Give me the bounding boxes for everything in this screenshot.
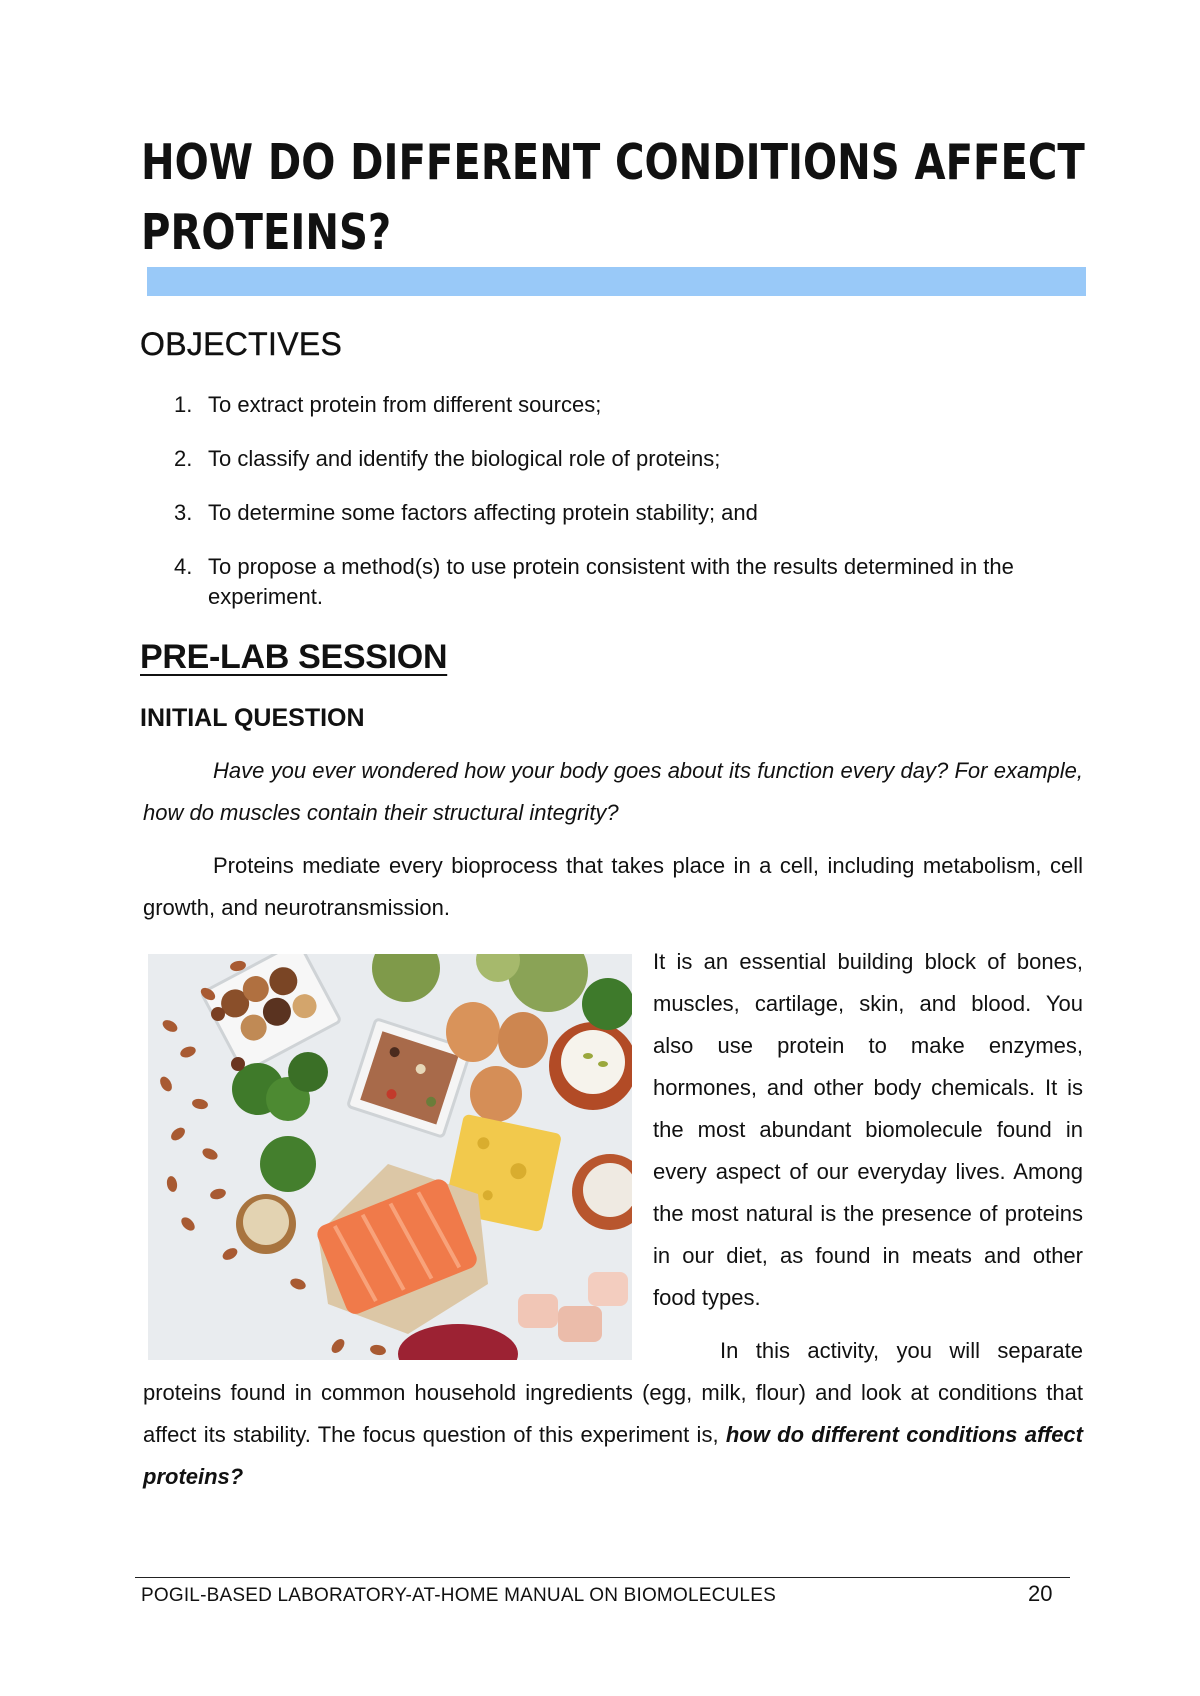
- footer-rule: [135, 1577, 1070, 1578]
- objective-number: 1.: [174, 392, 193, 417]
- protein-foods-photo: [148, 954, 632, 1360]
- activity-paragraph: [143, 1330, 1083, 1498]
- objective-number: 2.: [174, 446, 193, 471]
- objective-item: [140, 390, 1085, 420]
- prelab-heading: PRE-LAB SESSION: [140, 638, 448, 676]
- objective-item: [140, 498, 1085, 528]
- proteins-mediate-paragraph: [143, 845, 1083, 929]
- objective-text: To classify and identify the biological role of proteins;: [208, 446, 721, 471]
- focus-question-text: how do different conditions affect proteins?: [143, 1422, 1083, 1489]
- objectives-list: [140, 390, 1085, 636]
- intro-question-paragraph: [143, 750, 1083, 834]
- objective-item: [140, 552, 1085, 612]
- footer-manual-title: POGIL-BASED LABORATORY-AT-HOME MANUAL ON BIOMOLECULES: [141, 1585, 776, 1606]
- objective-number: 3.: [174, 500, 193, 525]
- title-underline-bar: [147, 267, 1086, 296]
- page-number: 20: [1028, 1581, 1053, 1606]
- objective-item: [140, 444, 1085, 474]
- objectives-heading: OBJECTIVES: [140, 326, 343, 362]
- protein-building-block-paragraph: It is an essential building block of bones, muscles, cartilage, skin, and blood. You also use protein to make enzymes, hormones, and other body chemicals. It is the most abundant biomolecule found in every aspect of our everyday lives. Among the most natural is the presence of proteins in our diet, as found in meats and other food types.: [653, 949, 1083, 1310]
- intro-question-text: Have you ever wondered how your body goes about its function every day? For example, how do muscles contain their structural integrity?: [143, 758, 1083, 825]
- objective-text: To propose a method(s) to use protein consistent with the results determined in the experiment.: [208, 554, 1014, 609]
- objective-number: 4.: [174, 554, 193, 579]
- objective-text: To determine some factors affecting protein stability; and: [208, 500, 758, 525]
- initial-question-heading: INITIAL QUESTION: [140, 704, 365, 732]
- page-title: HOW DO DIFFERENT CONDITIONS AFFECT PROTEINS?: [141, 134, 1085, 261]
- objective-text: To extract protein from different sources;: [208, 392, 602, 417]
- activity-text: In this activity, you will separate proteins found in common household ingredients (egg, milk, flour) and look at conditions that affect its stability. The focus question of this experiment is,: [143, 1338, 1083, 1447]
- proteins-mediate-text: Proteins mediate every bioprocess that takes place in a cell, including metabolism, cell growth, and neurotransmission.: [143, 853, 1083, 920]
